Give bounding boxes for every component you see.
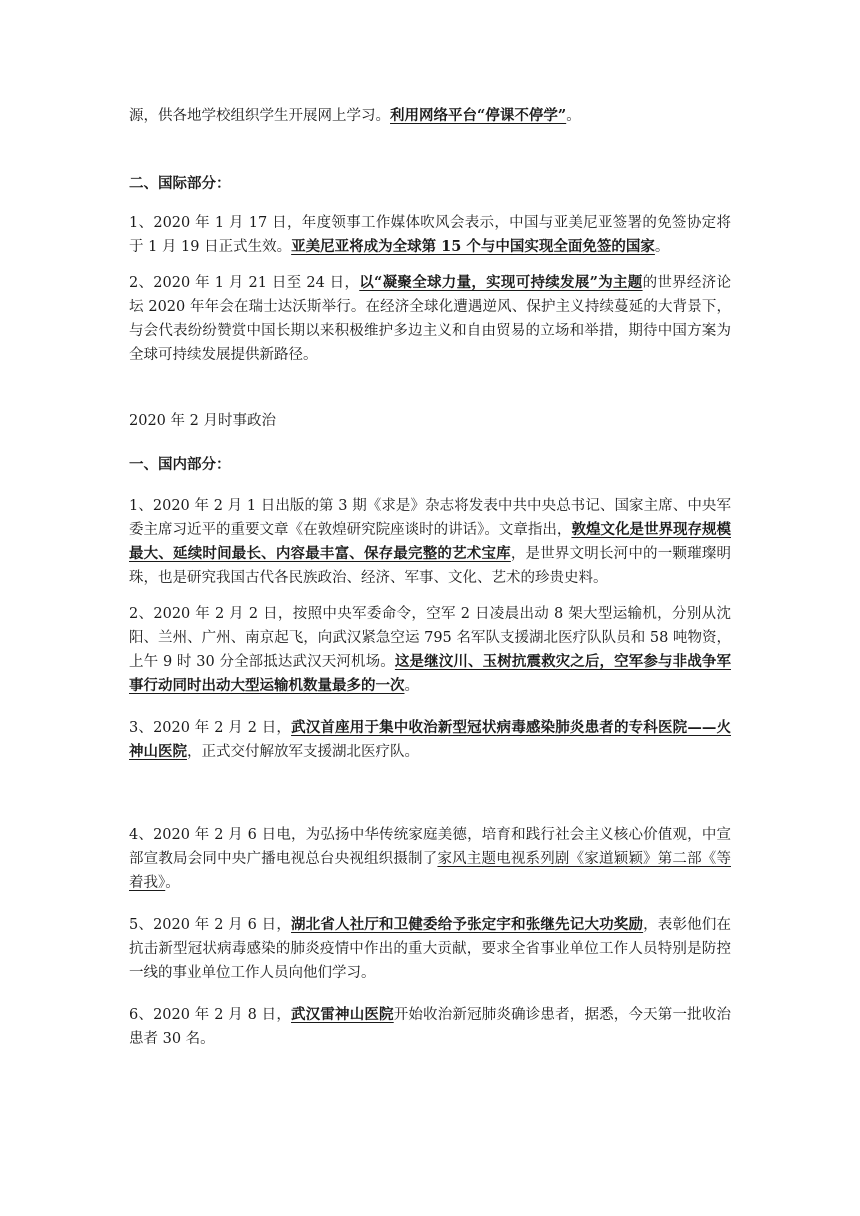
paragraph-text: 的世界经济论坛 2020 年年会在瑞士达沃斯举行。在经济全球化遭遇逆风、保护主义持续蔓延的大背景下，与会代表纷纷赞赏中国长期以来积极维护多边主义和自由贸易的立场和举措，期待中国方案为全球可持续发展提供新路径。 (129, 275, 731, 363)
paragraph-text: 。 (404, 678, 419, 694)
paragraph-text: ，表彰他们在抗击新型冠状病毒感染的肺炎疫情中作出的重大贡献，要求全省事业单位工作人员特别是防控一线的事业单位工作人员向他们学习。 (129, 917, 731, 981)
paragraph-text: 3、2020 年 2 月 2 日， (129, 720, 292, 736)
key-point: 利用网络平台“停课不停学” (390, 107, 567, 124)
key-point: 这是继汶川、玉树抗震救灾之后，空军参与非战争军事行动同时出动大型运输机数量最多的一次 (129, 653, 731, 694)
key-point: 以“凝聚全球力量，实现可持续发展”为主题 (359, 274, 643, 291)
paragraph-item (129, 716, 731, 764)
paragraph-text: ，是世界文明长河中的一颗璀璨明珠，也是研究我国古代各民族政治、经济、军事、文化、艺术的珍贵史料。 (129, 546, 731, 586)
key-point: 敦煌文化是世界现存规模最大、延续时间最长、内容最丰富、保存最完整的艺术宝库 (129, 521, 731, 562)
paragraph-text: 源，供各地学校组织学生开展网上学习。 (129, 108, 390, 124)
paragraph-item (129, 271, 731, 367)
paragraph-text: 。 (654, 239, 670, 255)
section-heading-domestic: 一、国内部分： (129, 456, 231, 473)
paragraph-text: 6、2020 年 2 月 8 日， (129, 1007, 292, 1023)
paragraph-text: 5、2020 年 2 月 6 日， (129, 917, 292, 933)
paragraph-item (129, 602, 731, 698)
paragraph-item (129, 494, 731, 590)
paragraph-text: 4、2020 年 2 月 6 日电，为弘扬中华传统家庭美德，培育和践行社会主义核心价值观，中宣部宣教局会同中央广播电视总台央视组织摄制了 (129, 827, 731, 867)
paragraph-text: 。 (165, 875, 180, 891)
paragraph-text: 开始收治新冠肺炎确诊患者，据悉，今天第一批收治患者 30 名。 (129, 1007, 731, 1047)
paragraph-item (129, 823, 731, 895)
key-point: 武汉雷神山医院 (291, 1006, 394, 1023)
paragraph-text: 2、2020 年 1 月 21 日至 24 日， (129, 275, 360, 291)
month-heading: 2020 年 2 月时事政治 (129, 413, 276, 429)
paragraph-item (129, 211, 731, 259)
paragraph-text: 2、2020 年 2 月 2 日，按照中央军委命令，空军 2 日凌晨出动 8 架大型运输机，分别从沈阳、兰州、广州、南京起飞，向武汉紧急空运 795 名军队支援湖北医疗队队员和 58 吨物资，上午 9 时 30 分全部抵达武汉天河机场。 (129, 606, 731, 670)
paragraph-continuation (129, 104, 731, 128)
paragraph-item (129, 913, 731, 985)
key-point: 亚美尼亚将成为全球第 15 个与中国实现全面免签的国家 (291, 238, 655, 255)
paragraph-text: 1、2020 年 2 月 1 日出版的第 3 期《求是》杂志将发表中共中央总书记、国家主席、中央军委主席习近平的重要文章《在敦煌研究院座谈时的讲话》。文章指出， (129, 498, 731, 538)
paragraph-text: ，正式交付解放军支援湖北医疗队。 (187, 744, 419, 760)
paragraph-text: 。 (566, 108, 581, 124)
paragraph-item (129, 1003, 731, 1051)
paragraph-text: 1、2020 年 1 月 17 日，年度领事工作媒体吹风会表示，中国与亚美尼亚签署的免签协定将于 1 月 19 日正式生效。 (129, 215, 731, 255)
key-point: 家风主题电视系列剧《家道颖颖》第二部《等着我》 (129, 851, 731, 891)
section-heading-international: 二、国际部分： (129, 175, 231, 192)
key-point: 湖北省人社厅和卫健委给予张定宇和张继先记大功奖励 (291, 916, 644, 933)
key-point: 武汉首座用于集中收治新型冠状病毒感染肺炎患者的专科医院——火神山医院 (129, 719, 731, 760)
